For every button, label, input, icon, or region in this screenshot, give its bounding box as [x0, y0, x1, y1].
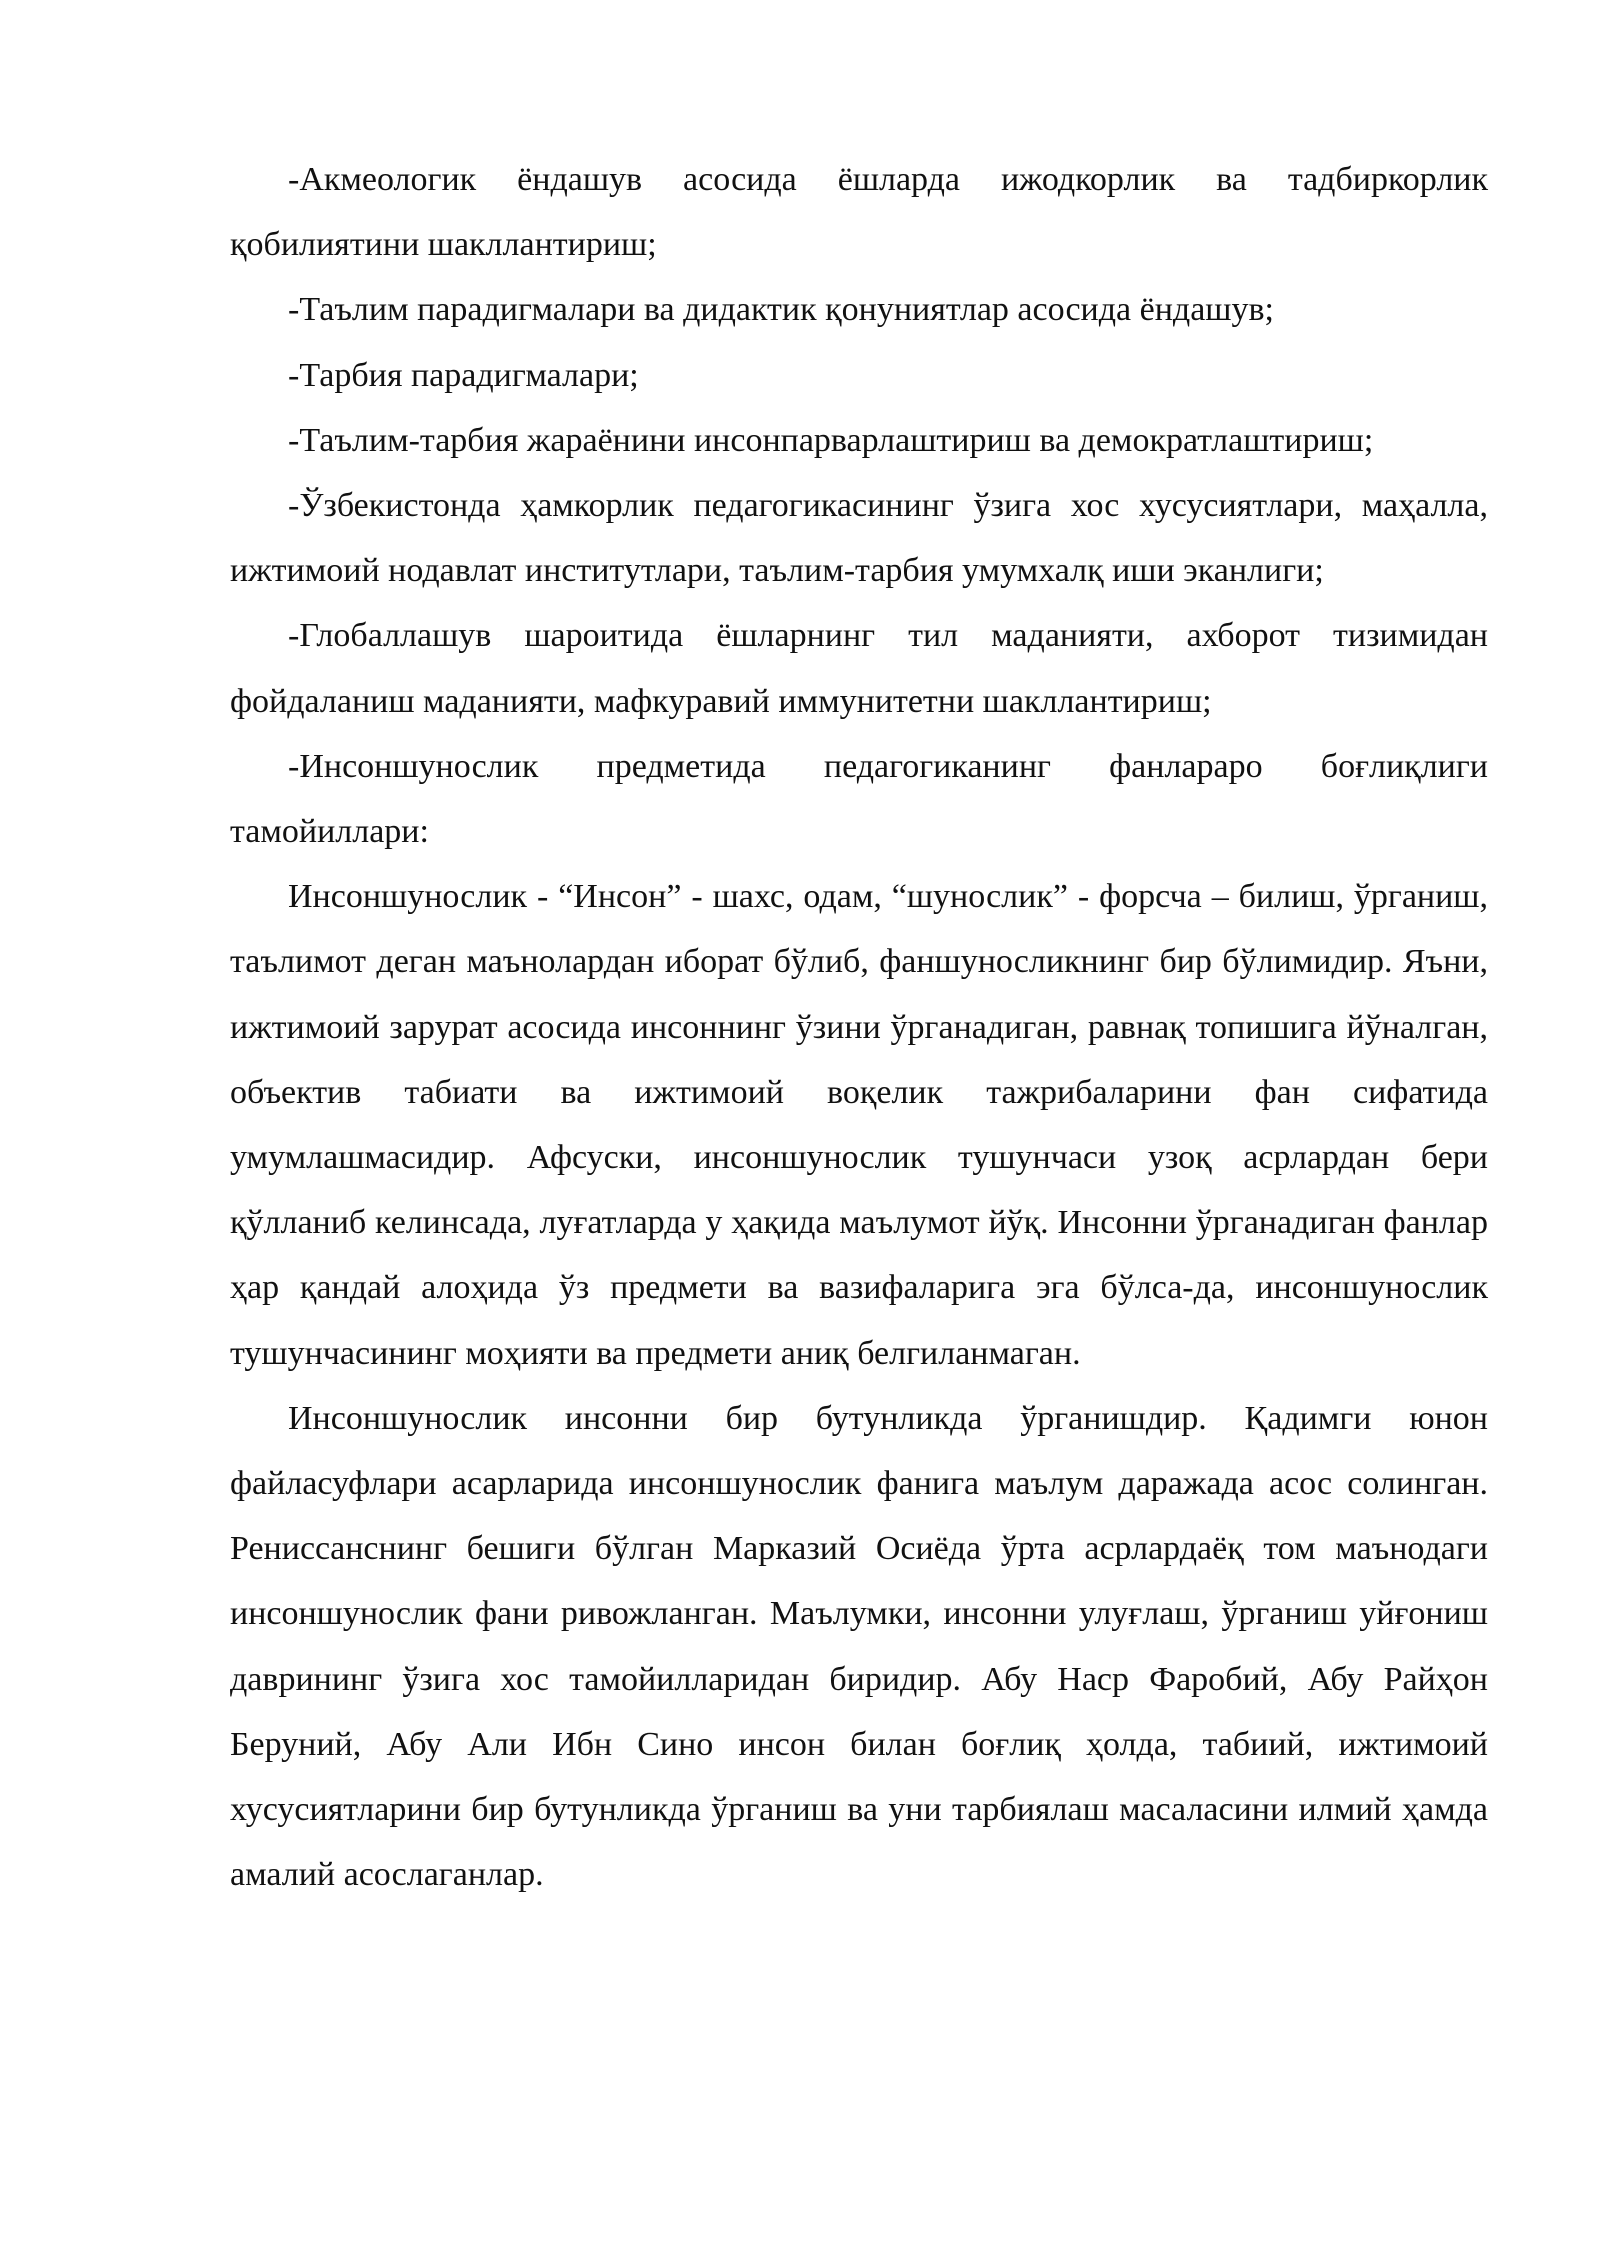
paragraph-human-studies-history: Инсоншунослик инсонни бир бутунликда ўрганишдир. Қадимги юнон файласуфлари асарларида инсоншунослик фанига маълум даражада асос солинган. Ренисcанснинг бешиги бўлган Марказий Осиёда ўрта асрлардаёқ том маънодаги инсоншунослик фани ривожланган. Маълумки, инсонни улуғлаш, ўрганиш уйғониш даврининг ўзига хос тамойилларидан биридир. Абу Наср Фаробий, Абу Райҳон Беруний, Абу Али Ибн Сино инсон билан боғлиқ ҳолда, табиий, ижтимоий хусусиятларини бир бутунликда ўрганиш ва уни тарбиялаш масаласини илмий ҳамда амалий асослаганлар.: [230, 1399, 1488, 1894]
paragraph-interdisciplinary: -Инсоншунослик предметида педагогиканинг фанлараро боғлиқлиги тамойиллари:: [230, 747, 1488, 851]
paragraph-human-studies-definition: Инсоншунослик - “Инсон” - шахс, одам, “шунослик” - форсча – билиш, ўрганиш, таълимот деган маънолардан иборат бўлиб, фаншуносликнинг бир бўлимидир. Яъни, ижтимоий зарурат асосида инсоннинг ўзини ўрганадиган, равнақ топишига йўналган, объектив табиати ва ижтимоий воқелик тажрибаларини фан сифатида умумлашмасидир. Афсуски, инсоншунослик тушунчаси узоқ асрлардан бери қўлланиб келинсада, луғатларда у ҳақида маълумот йўқ. Инсонни ўрганадиган фанлар ҳар қандай алоҳида ўз предмети ва вазифаларига эга бўлса-да, инсоншунослик тушунчасининг моҳияти ва предмети аниқ белгиланмаган.: [230, 878, 1488, 1372]
paragraph-akmeology: -Акмеологик ёндашув асосида ёшларда ижодкорлик ва тадбиркорлик қобилиятини шакллантириш;: [230, 161, 1488, 264]
document-page: [230, 147, 1488, 1907]
paragraph-cooperation-pedagogy: -Ўзбекистонда ҳамкорлик педагогикасининг ўзига хос хусусиятлари, маҳалла, ижтимоий нодавлат институтлари, таълим-тарбия умумхалқ иши эканлиги;: [230, 487, 1488, 590]
paragraph-education-paradigms: -Таълим парадигмалари ва дидактик қонуниятлар асосида ёндашув;: [288, 291, 1274, 329]
paragraph-globalization: -Глобаллашув шароитида ёшларнинг тил маданияти, ахборот тизимидан фойдаланиш маданияти, мафкуравий иммунитетни шакллантириш;: [230, 617, 1488, 720]
paragraph-humanization: -Таълим-тарбия жараёнини инсонпарварлаштириш ва демократлаштириш;: [288, 421, 1374, 459]
paragraph-upbringing-paradigms: -Тарбия парадигмалари;: [288, 356, 639, 394]
